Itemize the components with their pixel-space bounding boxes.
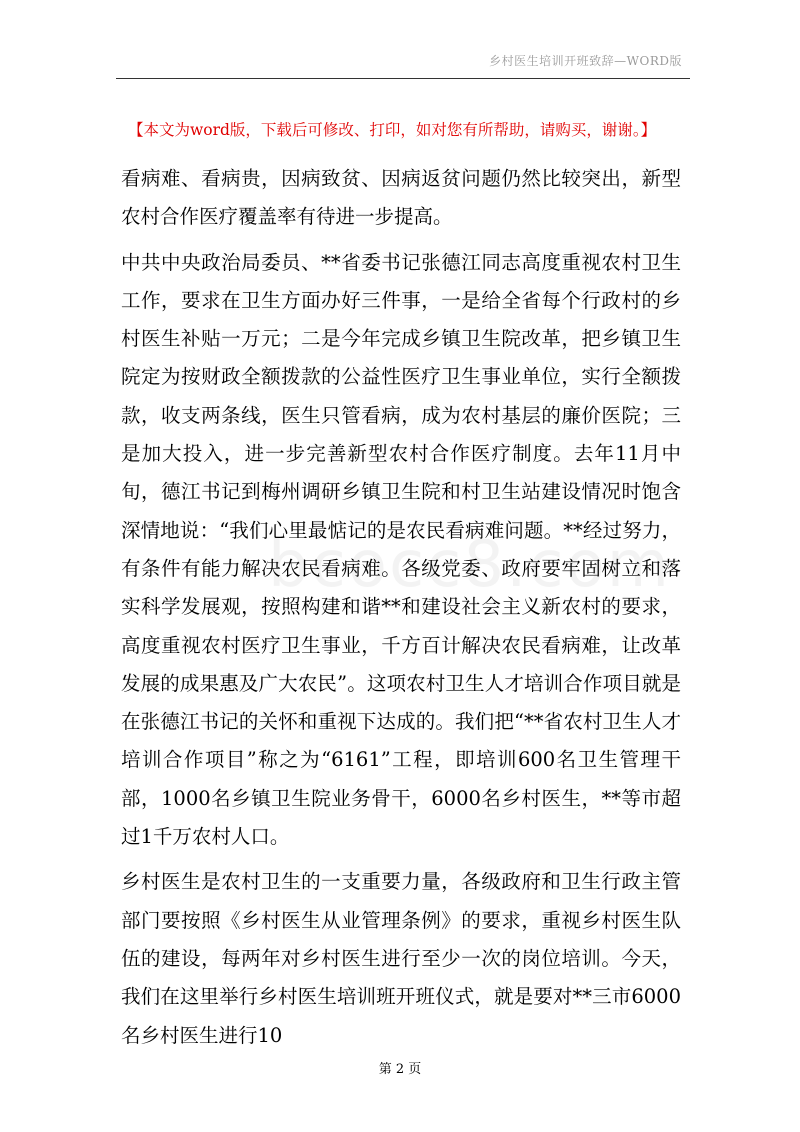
page-number: 第 2 页	[378, 1062, 422, 1077]
document-body	[121, 160, 681, 1062]
header-divider	[116, 78, 690, 79]
paragraph: 中共中央政治局委员、**省委书记张德江同志高度重视农村卫生工作，要求在卫生方面办好三件事，一是给全省每个行政村的乡村医生补贴一万元；二是今年完成乡镇卫生院改革，把乡镇卫生院定为按财政全额拨款的公益性医疗卫生事业单位，实行全额拨款，收支两条线，医生只管看病，成为农村基层的廉价医院；三是加大投入，进一步完善新型农村合作医疗制度。去年11月中旬，德江书记到梅州调研乡镇卫生院和村卫生站建设情况时饱含深情地说：“我们心里最惦记的是农民看病难问题。**经过努力，有条件有能力解决农民看病难。各级党委、政府要牢固树立和落实科学发展观，按照构建和谐**和建设社会主义新农村的要求，高度重视农村医疗卫生事业，千方百计解决农民看病难，让改革发展的成果惠及广大农民”。这项农村卫生人才培训合作项目就是在张德江书记的关怀和重视下达成的。我们把“**省农村卫生人才培训合作项目”称之为“6161”工程，即培训600名卫生管理干部，1000名乡镇卫生院业务骨干，6000名乡村医生，**等市超过1千万农村人口。	[121, 250, 681, 849]
purchase-notice: 【本文为word版，下载后可修改、打印，如对您有所帮助，请购买，谢谢。】	[128, 121, 657, 139]
running-header: 乡村医生培训开班致辞—WORD版	[489, 54, 682, 68]
paragraph: 乡村医生是农村卫生的一支重要力量，各级政府和卫生行政主管部门要按照《乡村医生从业管理条例》的要求，重视乡村医生队伍的建设，每两年对乡村医生进行至少一次的岗位培训。今天，我们在这里举行乡村医生培训班开班仪式，就是要对**三市6000名乡村医生进行10	[121, 870, 681, 1047]
paragraph: 看病难、看病贵，因病致贫、因病返贫问题仍然比较突出，新型农村合作医疗覆盖率有待进一步提高。	[121, 167, 681, 229]
